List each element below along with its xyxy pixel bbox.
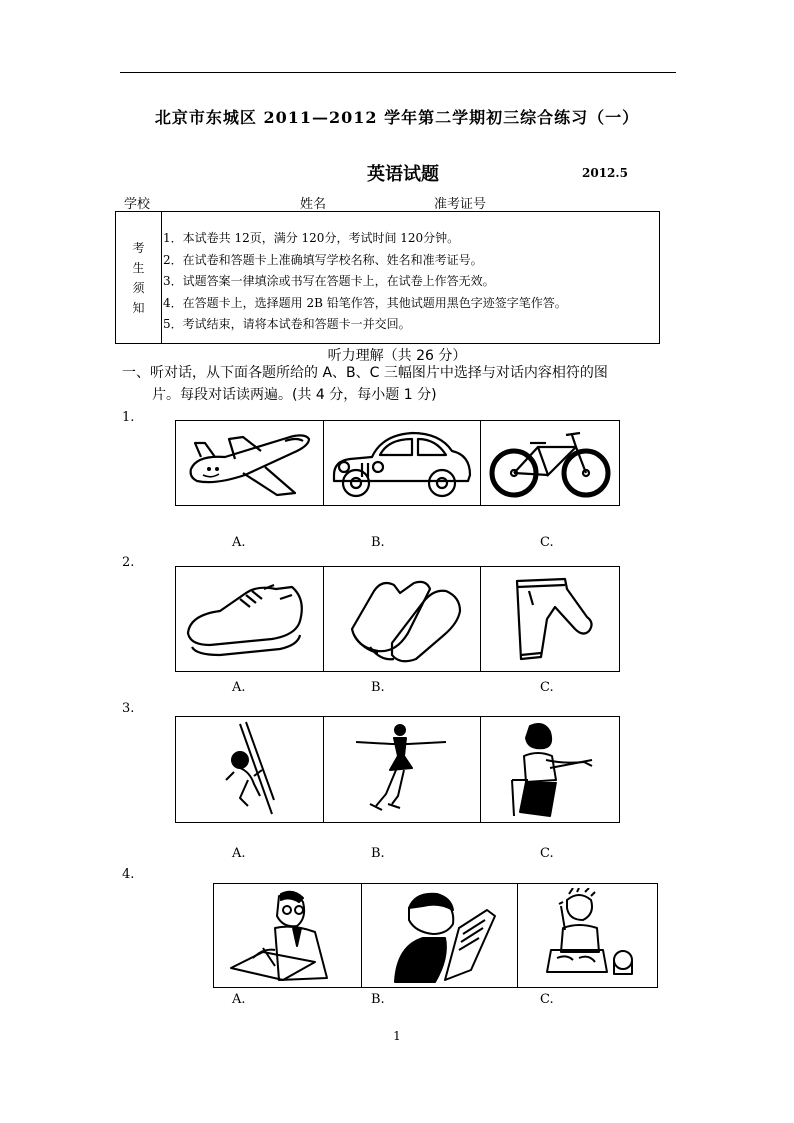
- question-number: 2.: [122, 555, 135, 570]
- option-c-label: C.: [540, 992, 554, 1007]
- question-number: 1.: [122, 410, 135, 425]
- question-4-images: [213, 883, 658, 988]
- school-blank: [150, 197, 282, 212]
- skiing-girl-icon: [210, 720, 290, 820]
- option-c-label: C.: [540, 680, 554, 695]
- option-b-label: B.: [371, 846, 385, 861]
- airplane-icon: [185, 427, 315, 499]
- option-a-label: A.: [232, 992, 246, 1007]
- question-number: 4.: [122, 867, 135, 882]
- top-rule: [120, 72, 676, 73]
- option-c-image[interactable]: [481, 717, 619, 822]
- option-a-image[interactable]: [176, 567, 324, 671]
- subject-title: 英语试题: [367, 164, 439, 185]
- question-2-images: [175, 566, 620, 672]
- option-a-image[interactable]: [176, 421, 324, 505]
- option-b-label: B.: [371, 535, 385, 550]
- gloves-icon: [334, 571, 470, 667]
- option-a-label: A.: [232, 846, 246, 861]
- exam-date: 2012.5: [582, 166, 628, 180]
- option-c-image[interactable]: [518, 884, 657, 987]
- exam-id-field: [434, 193, 648, 212]
- writing-man-icon: [223, 888, 353, 984]
- option-a-label: A.: [232, 680, 246, 695]
- notice-item: 3．试题答案一律填涂或书写在答题卡上，在试卷上作答无效。: [163, 274, 495, 288]
- question-3-images: [175, 716, 620, 823]
- option-b-label: B.: [371, 992, 385, 1007]
- name-field: [300, 193, 422, 212]
- notice-item: 5．考试结束，请将本试卷和答题卡一并交回。: [163, 317, 411, 331]
- notice-box: [115, 211, 660, 344]
- notice-label: 考 生 须 知: [116, 212, 162, 343]
- option-b-image[interactable]: [324, 567, 480, 671]
- section-instruction: 一、听对话，从下面各题所给的 A、B、C 三幅图片中选择与对话内容相符的图 片。每段对话读两遍。(共 4 分，每小题 1 分): [122, 365, 608, 403]
- bicycle-icon: [486, 425, 614, 501]
- option-a-image[interactable]: [176, 717, 324, 822]
- violin-girl-icon: [500, 720, 600, 820]
- notice-item: 4．在答题卡上，选择题用 2B 铅笔作答，其他试题用黑色字迹签字笔作答。: [163, 295, 567, 310]
- option-c-image[interactable]: [481, 567, 619, 671]
- option-b-image[interactable]: [324, 421, 480, 505]
- name-blank: [326, 197, 422, 212]
- option-c-label: C.: [540, 846, 554, 861]
- option-a-image[interactable]: [214, 884, 362, 987]
- option-c-image[interactable]: [481, 421, 619, 505]
- shoes-icon: [180, 573, 320, 665]
- exam-title: 北京市东城区 2011—2012 学年第二学期初三综合练习（一）: [154, 108, 640, 127]
- painting-boy-icon: [533, 888, 643, 984]
- reading-man-icon: [375, 888, 505, 984]
- notice-items: [163, 228, 567, 336]
- skating-girl-icon: [352, 720, 452, 820]
- name-label: 姓名: [300, 197, 327, 212]
- option-a-label: A.: [232, 535, 246, 550]
- option-c-label: C.: [540, 535, 554, 550]
- section-heading: 听力理解（共 26 分）: [327, 348, 467, 364]
- exam-id-blank: [486, 197, 648, 212]
- option-b-label: B.: [371, 680, 385, 695]
- car-icon: [328, 425, 476, 501]
- notice-item: 2．在试卷和答题卡上准确填写学校名称、姓名和准考证号。: [163, 252, 483, 267]
- question-number: 3.: [122, 701, 135, 716]
- exam-id-label: 准考证号: [434, 197, 487, 212]
- school-label: 学校: [124, 197, 151, 212]
- option-b-image[interactable]: [362, 884, 518, 987]
- option-b-image[interactable]: [324, 717, 480, 822]
- trousers-icon: [495, 571, 605, 667]
- question-1-images: [175, 420, 620, 506]
- notice-item: 1．本试卷共 12页，满分 120分，考试时间 120分钟。: [163, 231, 460, 245]
- page-number: 1: [393, 1029, 401, 1043]
- school-field: [124, 193, 282, 212]
